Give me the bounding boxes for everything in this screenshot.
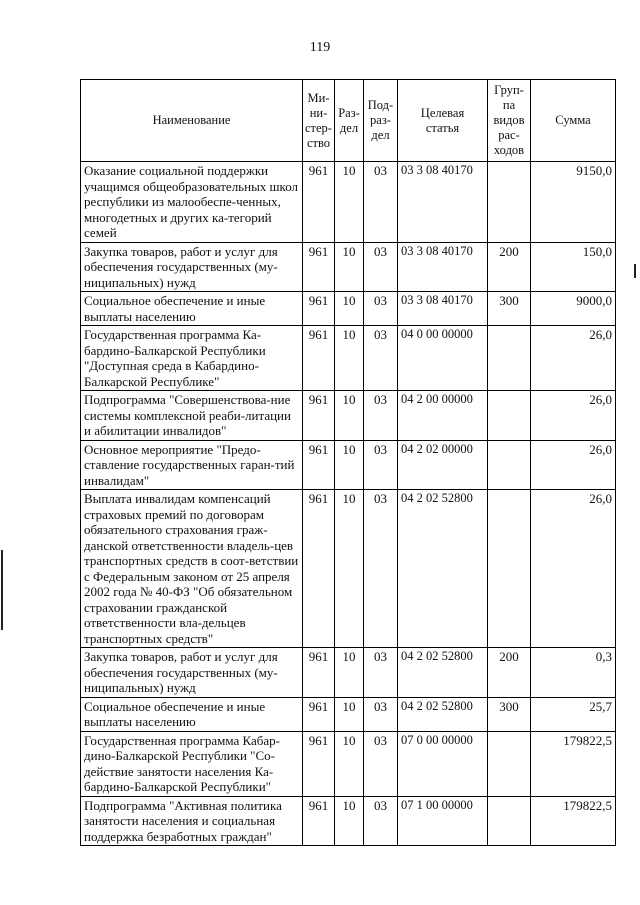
cell-ministry: 961 <box>303 490 335 648</box>
cell-section: 10 <box>335 292 364 326</box>
cell-ministry: 961 <box>303 326 335 391</box>
cell-group <box>488 796 531 846</box>
cell-target: 03 3 08 40170 <box>398 292 488 326</box>
table-row <box>81 648 616 698</box>
cell-name: Государственная программа Кабар-дино-Балкарской Республики "Со-действие занятости населения Ка-бардино-Балкарской Республики" <box>81 731 303 796</box>
table-row <box>81 697 616 731</box>
cell-target: 03 3 08 40170 <box>398 242 488 292</box>
cell-ministry: 961 <box>303 697 335 731</box>
cell-section: 10 <box>335 731 364 796</box>
cell-target: 04 0 00 00000 <box>398 326 488 391</box>
cell-section: 10 <box>335 697 364 731</box>
cell-subsection: 03 <box>364 697 398 731</box>
cell-subsection: 03 <box>364 796 398 846</box>
cell-subsection: 03 <box>364 440 398 490</box>
cell-target: 07 1 00 00000 <box>398 796 488 846</box>
cell-section: 10 <box>335 440 364 490</box>
table-row <box>81 731 616 796</box>
cell-target: 04 2 00 00000 <box>398 391 488 441</box>
cell-sum: 179822,5 <box>531 796 616 846</box>
cell-name: Оказание социальной поддержки учащимся общеобразовательных школ республики из малообеспе-ченных, многодетных и других ка-тегорий семей <box>81 162 303 243</box>
page-number: 119 <box>309 40 331 55</box>
cell-sum: 150,0 <box>531 242 616 292</box>
cell-subsection: 03 <box>364 648 398 698</box>
cell-sum: 26,0 <box>531 440 616 490</box>
cell-section: 10 <box>335 326 364 391</box>
cell-group: 200 <box>488 242 531 292</box>
cell-sum: 9150,0 <box>531 162 616 243</box>
cell-subsection: 03 <box>364 326 398 391</box>
cell-ministry: 961 <box>303 242 335 292</box>
cell-group <box>488 391 531 441</box>
cell-section: 10 <box>335 242 364 292</box>
cell-ministry: 961 <box>303 731 335 796</box>
cell-group: 200 <box>488 648 531 698</box>
cell-name: Основное мероприятие "Предо-ставление государственных гаран-тий инвалидам" <box>81 440 303 490</box>
header-group: Груп- па видов рас- ходов <box>488 80 531 162</box>
table-row <box>81 162 616 243</box>
cell-group <box>488 326 531 391</box>
cell-name: Государственная программа Ка-бардино-Балкарской Республики "Доступная среда в Кабардино-Балкарской Республике" <box>81 326 303 391</box>
cell-sum: 0,3 <box>531 648 616 698</box>
cell-ministry: 961 <box>303 796 335 846</box>
cell-sum: 26,0 <box>531 490 616 648</box>
cell-subsection: 03 <box>364 242 398 292</box>
header-sum: Сумма <box>531 80 616 162</box>
cell-section: 10 <box>335 391 364 441</box>
table-row <box>81 292 616 326</box>
table-header-row <box>81 80 616 162</box>
header-ministry: Ми- ни- стер- ство <box>303 80 335 162</box>
table-row <box>81 391 616 441</box>
cell-target: 07 0 00 00000 <box>398 731 488 796</box>
cell-subsection: 03 <box>364 162 398 243</box>
table-row <box>81 490 616 648</box>
cell-target: 04 2 02 52800 <box>398 648 488 698</box>
cell-group <box>488 490 531 648</box>
cell-section: 10 <box>335 162 364 243</box>
cell-ministry: 961 <box>303 292 335 326</box>
cell-sum: 9000,0 <box>531 292 616 326</box>
cell-ministry: 961 <box>303 162 335 243</box>
cell-section: 10 <box>335 490 364 648</box>
table-row <box>81 440 616 490</box>
margin-mark-right <box>634 264 636 278</box>
cell-group: 300 <box>488 697 531 731</box>
cell-subsection: 03 <box>364 731 398 796</box>
cell-ministry: 961 <box>303 391 335 441</box>
cell-sum: 25,7 <box>531 697 616 731</box>
table-row <box>81 326 616 391</box>
cell-target: 04 2 02 52800 <box>398 490 488 648</box>
table-row <box>81 796 616 846</box>
cell-name: Подпрограмма "Совершенствова-ние системы комплексной реаби-литации и абилитации инвалидов" <box>81 391 303 441</box>
cell-target: 03 3 08 40170 <box>398 162 488 243</box>
cell-subsection: 03 <box>364 391 398 441</box>
header-subsection: Под- раз- дел <box>364 80 398 162</box>
cell-name: Выплата инвалидам компенсаций страховых премий по договорам обязательного страхования граж-данской ответственности владель-цев транспортных средств в соот-ветствии с Федеральным законом от 25 апреля 2002 года № 40-ФЗ "Об обязательном страховании гражданской ответственности вла-дельцев транспортных средств" <box>81 490 303 648</box>
margin-mark-left <box>1 550 3 630</box>
cell-name: Закупка товаров, работ и услуг для обеспечения государственных (му-ниципальных) нужд <box>81 242 303 292</box>
cell-sum: 26,0 <box>531 326 616 391</box>
cell-group <box>488 731 531 796</box>
cell-name: Социальное обеспечение и иные выплаты населению <box>81 697 303 731</box>
cell-section: 10 <box>335 648 364 698</box>
cell-group <box>488 440 531 490</box>
cell-ministry: 961 <box>303 648 335 698</box>
cell-group <box>488 162 531 243</box>
cell-sum: 26,0 <box>531 391 616 441</box>
cell-sum: 179822,5 <box>531 731 616 796</box>
cell-target: 04 2 02 00000 <box>398 440 488 490</box>
cell-name: Социальное обеспечение и иные выплаты населению <box>81 292 303 326</box>
cell-name: Подпрограмма "Активная политика занятости населения и социальная поддержка безработных граждан" <box>81 796 303 846</box>
cell-name: Закупка товаров, работ и услуг для обеспечения государственных (му-ниципальных) нужд <box>81 648 303 698</box>
cell-ministry: 961 <box>303 440 335 490</box>
cell-section: 10 <box>335 796 364 846</box>
table-row <box>81 242 616 292</box>
header-name: Наименование <box>81 80 303 162</box>
header-section: Раз- дел <box>335 80 364 162</box>
cell-group: 300 <box>488 292 531 326</box>
cell-subsection: 03 <box>364 292 398 326</box>
cell-target: 04 2 02 52800 <box>398 697 488 731</box>
header-target: Целевая статья <box>398 80 488 162</box>
cell-subsection: 03 <box>364 490 398 648</box>
budget-table <box>80 79 616 846</box>
